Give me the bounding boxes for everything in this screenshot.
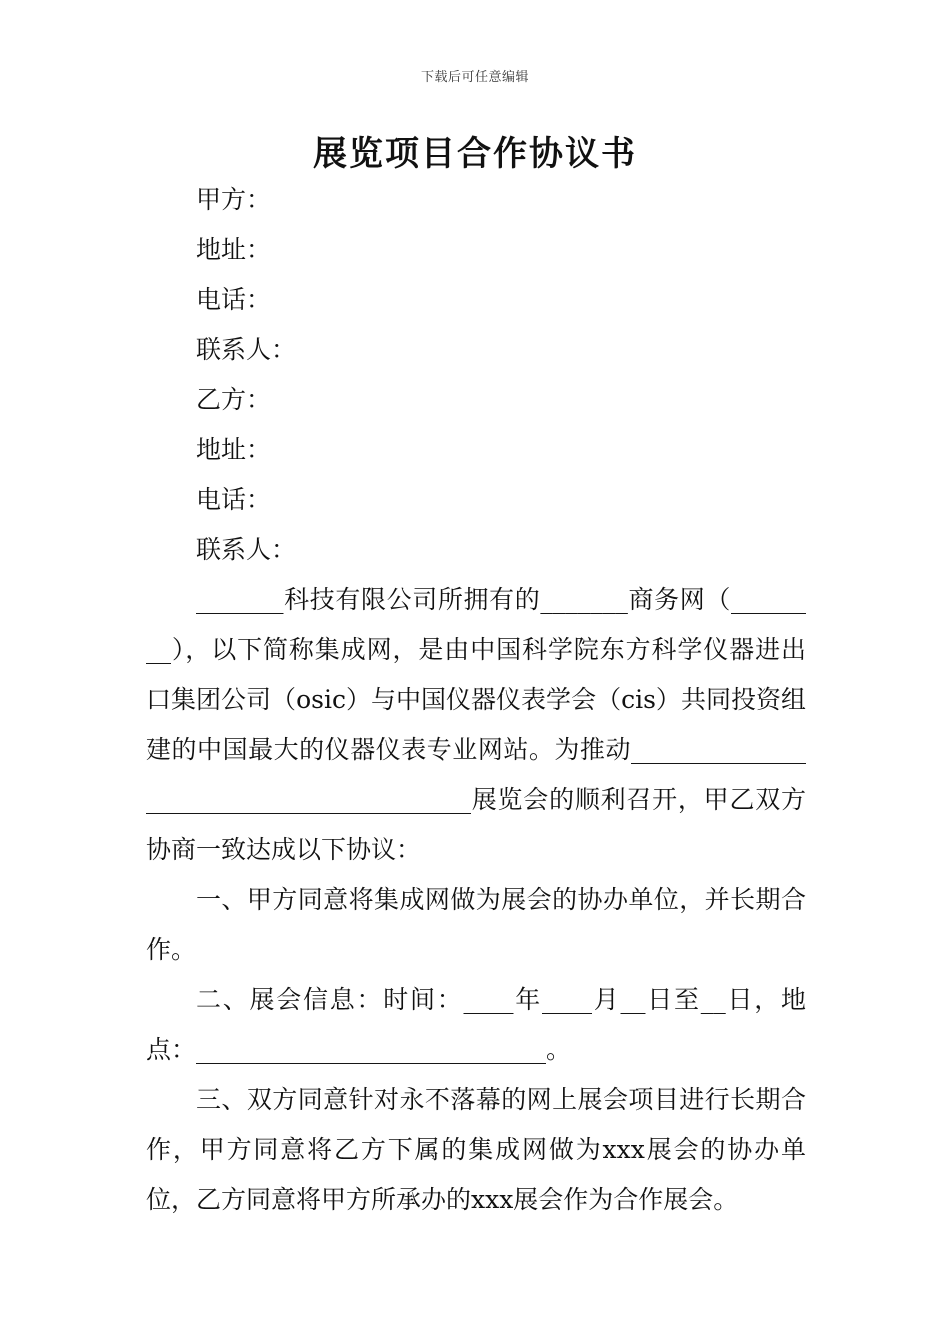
header-note: 下载后可任意编辑 xyxy=(420,70,529,85)
party-a-name-label: 甲方： xyxy=(196,185,272,214)
party-a-phone-label: 电话： xyxy=(196,285,272,314)
party-b-address-label: 地址： xyxy=(196,435,272,464)
agreement-body xyxy=(146,575,806,1225)
party-b-contact-label: 联系人： xyxy=(196,535,297,564)
party-info-block xyxy=(196,180,296,580)
clause-3-paragraph: 三、双方同意针对永不落幕的网上展会项目进行长期合作，甲方同意将乙方下属的集成网做为xxx展会的协办单位，乙方同意将甲方所承办的xxx展会作为合作展会。 xyxy=(146,1085,806,1214)
party-b-name-label: 乙方： xyxy=(196,385,272,414)
clause-1-paragraph: 一、甲方同意将集成网做为展会的协办单位，并长期合作。 xyxy=(146,885,806,964)
document-title: 展览项目合作协议书 xyxy=(313,134,637,174)
intro-paragraph: _______科技有限公司所拥有的_______商务网（________），以下简称集成网，是由中国科学院东方科学仪器进出口集团公司（osic）与中国仪器仪表学会（cis）共同投资组建的中国最大的仪器仪表专业网站。为推动________________________________________展览会的顺利召开，甲乙双方协商一致达成以下协议： xyxy=(146,585,806,864)
party-a-contact-label: 联系人： xyxy=(196,335,297,364)
party-b-phone-label: 电话： xyxy=(196,485,272,514)
party-a-address-label: 地址： xyxy=(196,235,272,264)
clause-2-paragraph: 二、展会信息：时间：____年____月__日至__日，地点：____________________________。 xyxy=(146,985,806,1064)
